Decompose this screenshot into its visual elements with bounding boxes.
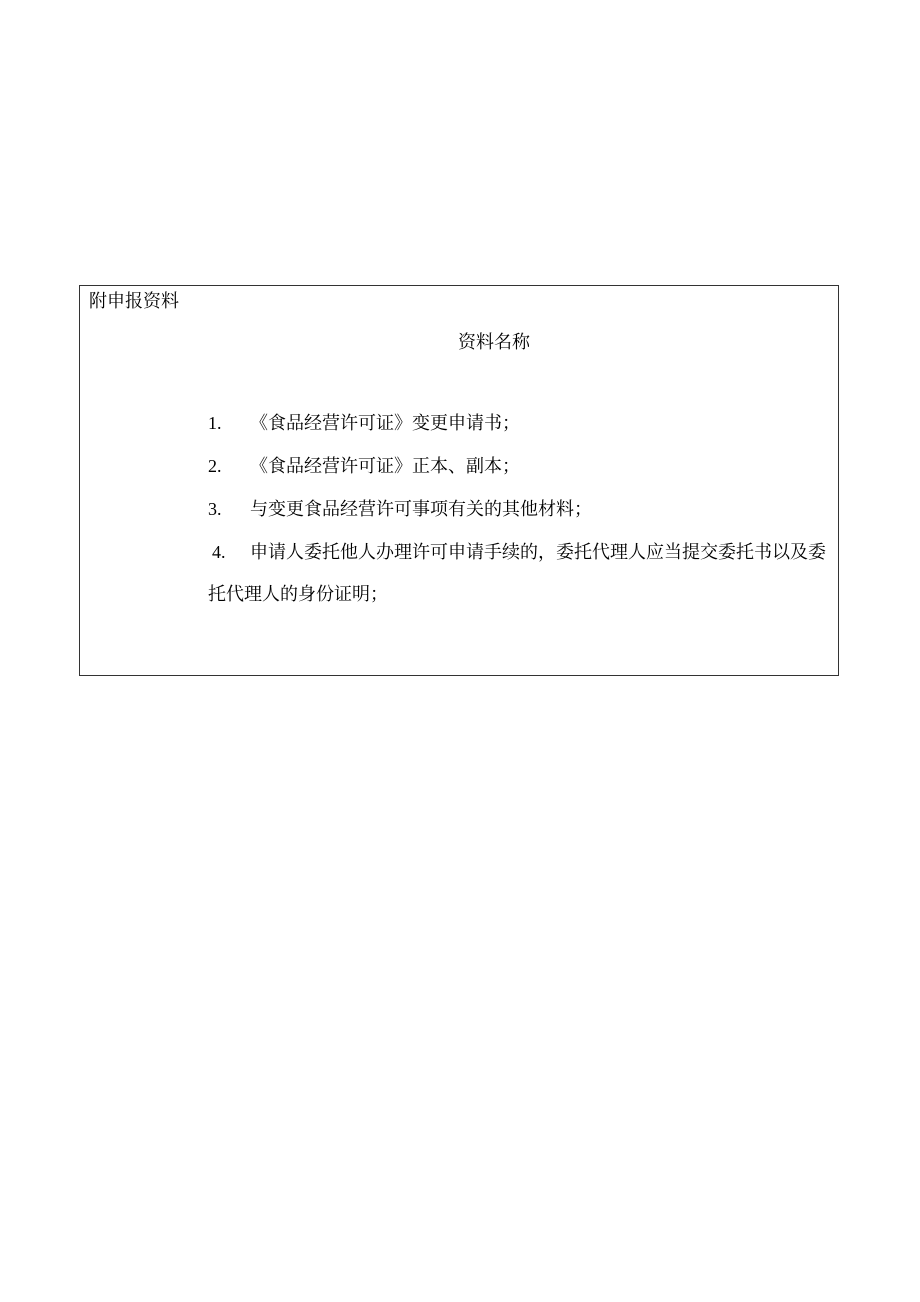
list-item-text: 《食品经营许可证》正本、副本； [250, 456, 520, 477]
list-item-text: 申请人委托他人办理许可申请手续的，委托代理人应当提交委托书以及委托代理人的身份证明； [208, 542, 826, 605]
section-title: 附申报资料 [89, 291, 179, 312]
list-item-number: 3. [208, 499, 222, 519]
list-item [208, 410, 836, 437]
list-item [208, 531, 836, 616]
list-item [208, 496, 836, 523]
materials-list [208, 410, 836, 632]
list-item-number: 4. [212, 542, 226, 562]
materials-table [79, 285, 839, 676]
list-item-text: 与变更食品经营许可事项有关的其他材料； [250, 499, 592, 520]
column-heading: 资料名称 [458, 332, 530, 353]
list-item-number: 2. [208, 456, 222, 476]
list-item-number: 1. [208, 413, 222, 433]
list-item-text: 《食品经营许可证》变更申请书； [250, 413, 520, 434]
list-item [208, 453, 836, 480]
